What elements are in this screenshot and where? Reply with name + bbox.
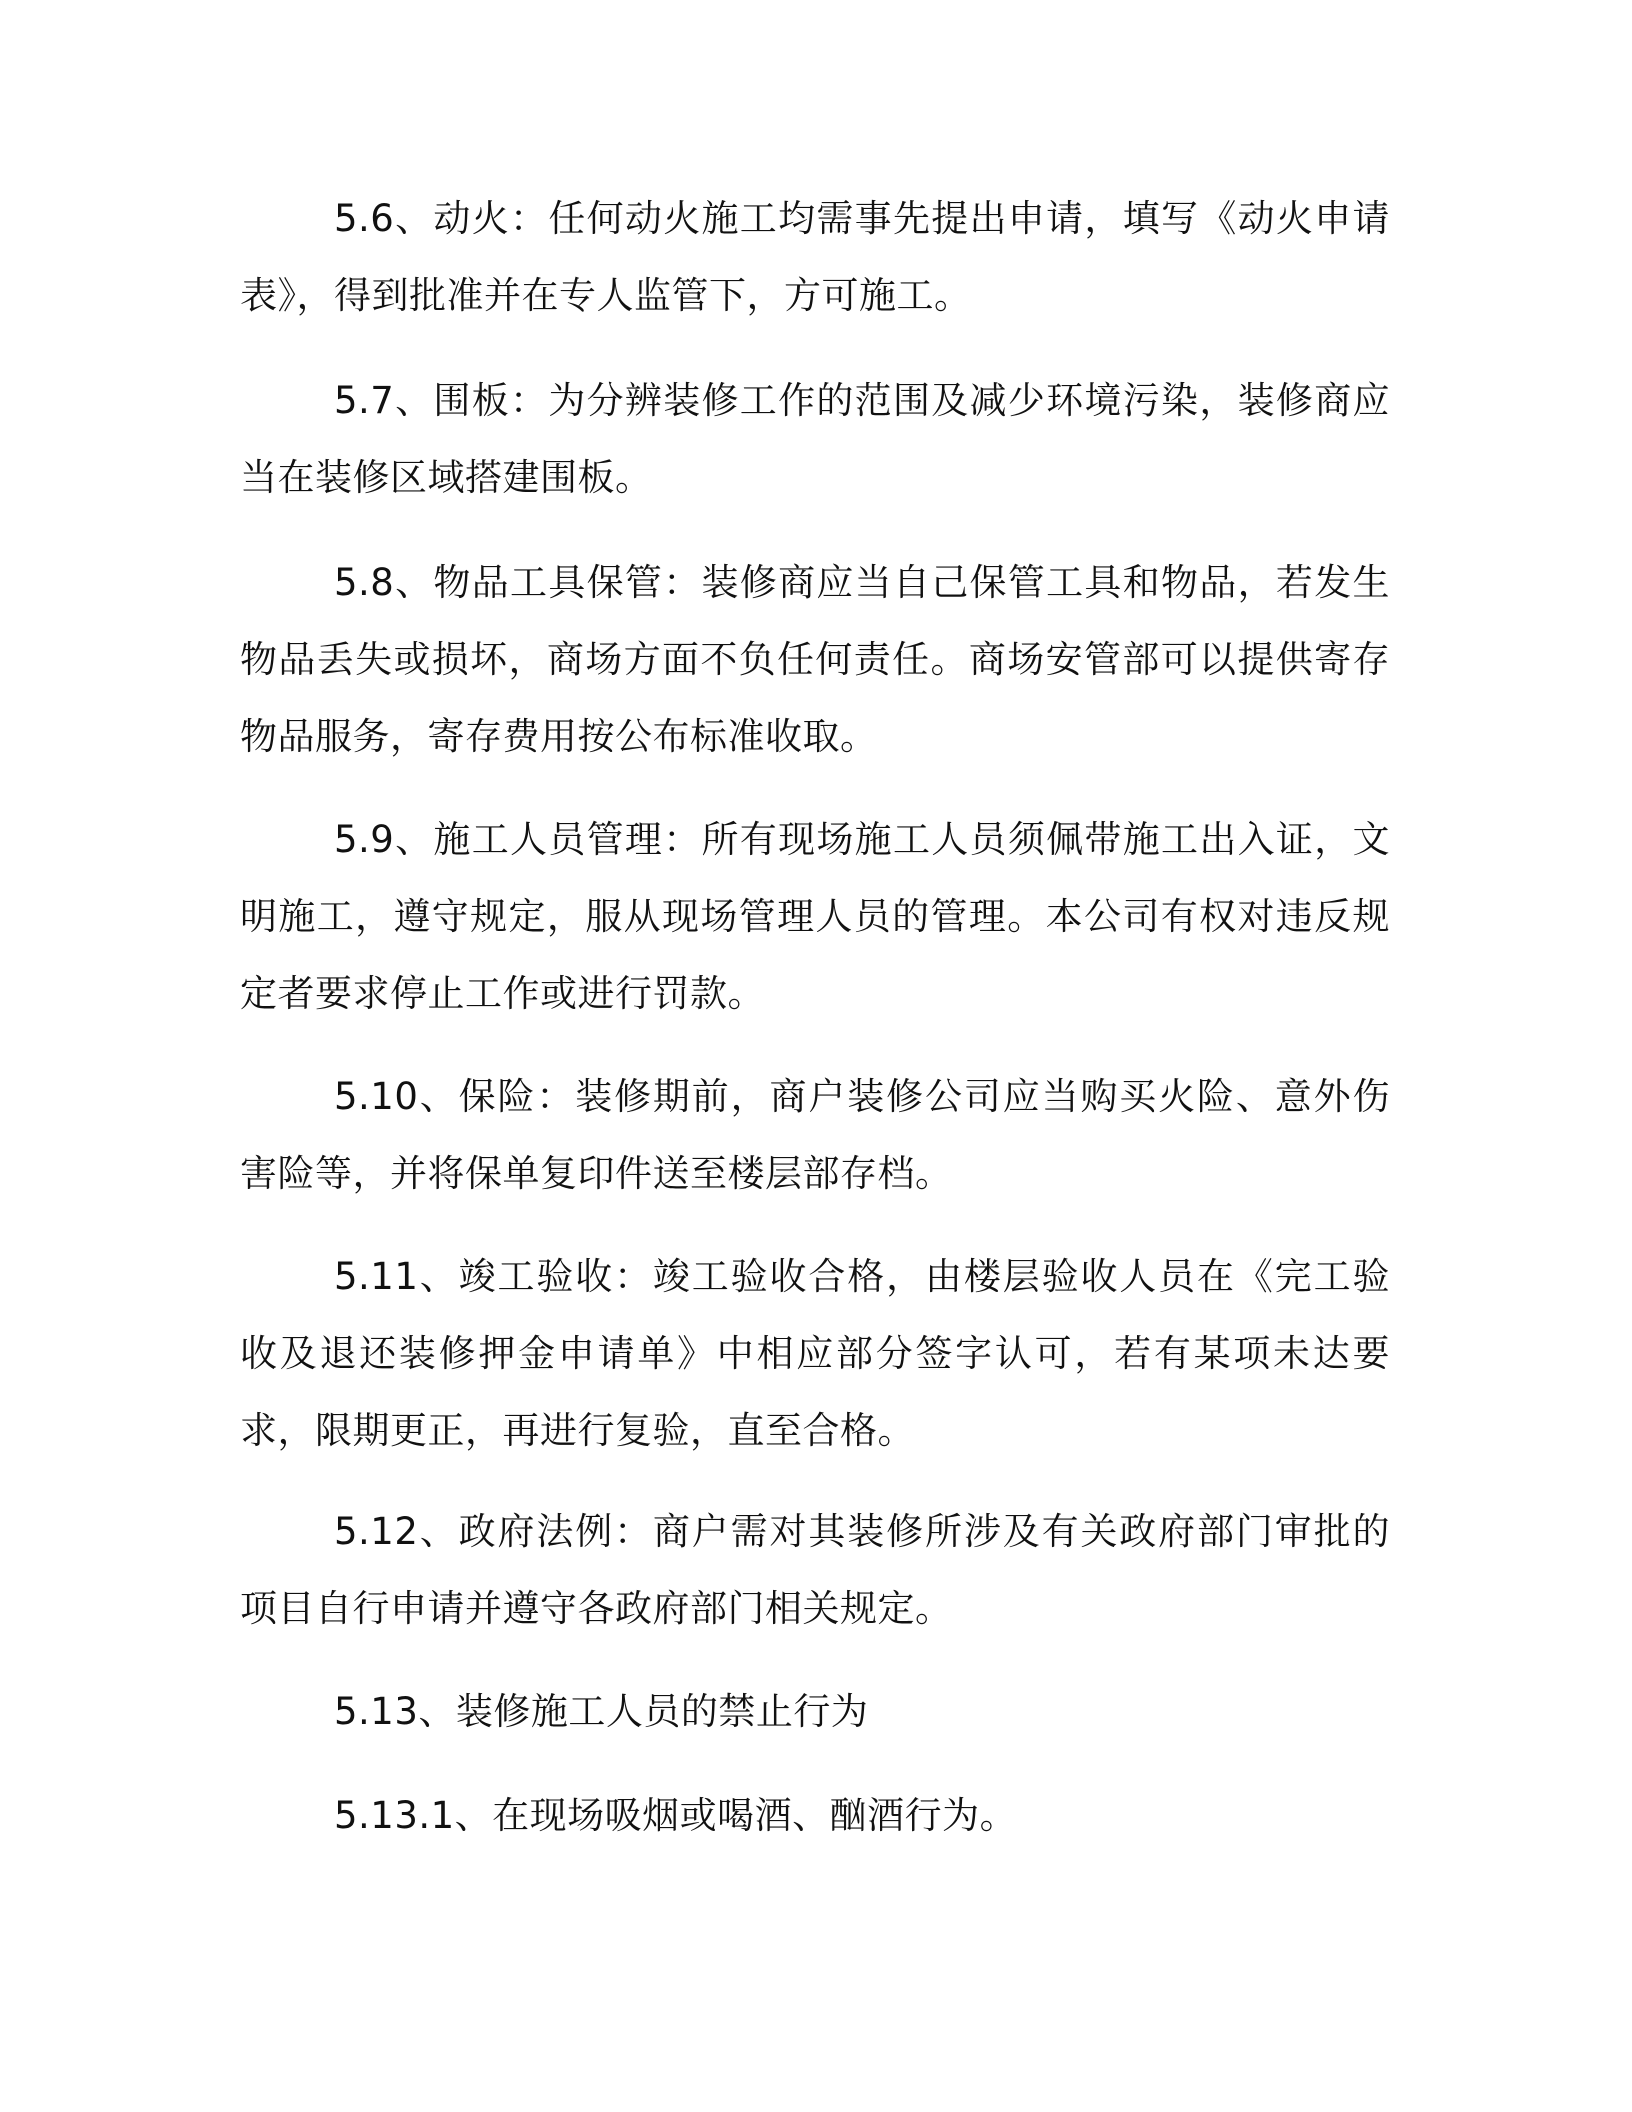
paragraph-5-12: 5.12、政府法例：商户需对其装修所涉及有关政府部门审批的项目自行申请并遵守各政府部门相关规定。 [240,1510,1390,1630]
paragraph-5-13: 5.13、装修施工人员的禁止行为 [334,1690,869,1733]
paragraph-5-8: 5.8、物品工具保管：装修商应当自己保管工具和物品，若发生物品丢失或损坏，商场方面不负任何责任。商场安管部可以提供寄存物品服务，寄存费用按公布标准收取。 [240,561,1390,758]
paragraph-5-11: 5.11、竣工验收：竣工验收合格，由楼层验收人员在《完工验收及退还装修押金申请单》中相应部分签字认可，若有某项未达要求，限期更正，再进行复验，直至合格。 [240,1255,1390,1452]
paragraph-5-13-1: 5.13.1、在现场吸烟或喝酒、酗酒行为。 [334,1794,1018,1837]
paragraph-5-10: 5.10、保险：装修期前，商户装修公司应当购买火险、意外伤害险等，并将保单复印件送至楼层部存档。 [240,1075,1390,1195]
paragraph-5-7: 5.7、围板：为分辨装修工作的范围及减少环境污染，装修商应当在装修区域搭建围板。 [240,379,1390,499]
paragraph-5-6: 5.6、动火：任何动火施工均需事先提出申请，填写《动火申请表》，得到批准并在专人监管下，方可施工。 [240,197,1390,317]
paragraph-5-9: 5.9、施工人员管理：所有现场施工人员须佩带施工出入证，文明施工，遵守规定，服从现场管理人员的管理。本公司有权对违反规定者要求停止工作或进行罚款。 [240,818,1390,1015]
